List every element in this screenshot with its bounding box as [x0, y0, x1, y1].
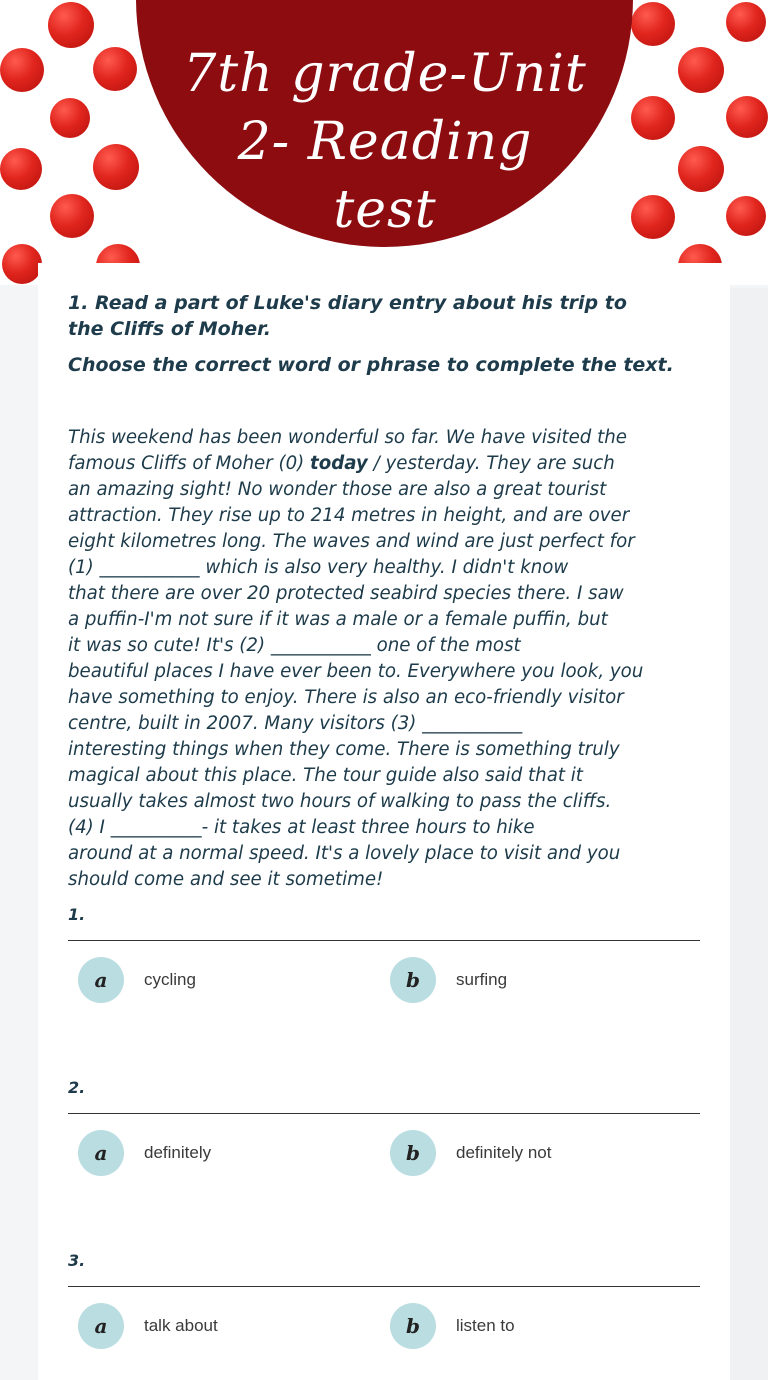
polka-dot [678, 47, 724, 93]
polka-dot [50, 98, 90, 138]
polka-dot [93, 144, 139, 190]
divider [68, 940, 700, 941]
option-label: surfing [456, 970, 508, 989]
polka-dot [48, 2, 94, 48]
passage-line: magical about this place. The tour guide also said that it [68, 765, 583, 786]
passage-text: / yesterday. They are such [367, 453, 615, 474]
passage-example-answer: today [310, 453, 368, 474]
page-title [170, 40, 600, 244]
polka-dot [726, 196, 766, 236]
divider [68, 1113, 700, 1114]
option-letter-badge: a [78, 1303, 124, 1349]
polka-dot [726, 2, 766, 42]
polka-dot [631, 2, 675, 46]
item-number: 3. [68, 1251, 86, 1270]
passage-line: a puffin-I'm not sure if it was a male or a female puffin, but [68, 609, 608, 630]
option-letter-badge: b [390, 1303, 436, 1349]
passage-text: famous Cliffs of Moher (0) [68, 453, 311, 474]
question-heading: 1. Read a part of Luke's diary entry about his trip to the Cliffs of Moher. [68, 292, 627, 340]
header-banner [0, 0, 768, 285]
polka-dot [2, 244, 42, 284]
option-1b[interactable] [390, 957, 507, 1003]
polka-dot [631, 96, 675, 140]
passage-line: (4) I __________- it takes at least three hours to hike [68, 817, 535, 838]
option-2b[interactable] [390, 1130, 551, 1176]
divider [68, 1286, 700, 1287]
title-line: test [333, 180, 437, 240]
option-label: talk about [144, 1316, 218, 1335]
question-instruction: Choose the correct word or phrase to complete the text. [68, 354, 674, 376]
passage-line: around at a normal speed. It's a lovely place to visit and you [68, 843, 621, 864]
polka-dot [50, 194, 94, 238]
passage-line: eight kilometres long. The waves and wind are just perfect for [68, 531, 635, 552]
option-letter-badge: a [78, 957, 124, 1003]
option-1a[interactable] [78, 957, 196, 1003]
passage-line: (1) ___________ which is also very healthy. I didn't know [68, 557, 569, 578]
polka-dot [0, 48, 44, 92]
side-panel [730, 288, 768, 1380]
option-label: definitely not [456, 1143, 552, 1162]
option-2a[interactable] [78, 1130, 211, 1176]
passage-line: beautiful places I have ever been to. Everywhere you look, you [68, 661, 644, 682]
option-3b[interactable] [390, 1303, 515, 1349]
polka-dot [93, 47, 137, 91]
passage-line: an amazing sight! No wonder those are also a great tourist [68, 479, 607, 500]
passage-line: have something to enjoy. There is also an eco-friendly visitor [68, 687, 624, 708]
reading-passage [68, 425, 696, 893]
polka-dot [678, 146, 724, 192]
passage-line: attraction. They rise up to 214 metres in height, and are over [68, 505, 630, 526]
option-label: listen to [456, 1316, 515, 1335]
item-number: 1. [68, 905, 86, 924]
option-letter-badge: b [390, 957, 436, 1003]
option-letter-badge: b [390, 1130, 436, 1176]
option-label: cycling [144, 970, 196, 989]
polka-dot [726, 96, 768, 138]
passage-line: it was so cute! It's (2) ___________ one of the most [68, 635, 521, 656]
option-label: definitely [144, 1143, 212, 1162]
passage-line: interesting things when they come. There is something truly [68, 739, 620, 760]
option-3a[interactable] [78, 1303, 218, 1349]
passage-line: should come and see it sometime! [68, 869, 384, 890]
passage-line: that there are over 20 protected seabird species there. I saw [68, 583, 624, 604]
item-number: 2. [68, 1078, 86, 1097]
passage-line [68, 451, 696, 477]
polka-dot [0, 148, 42, 190]
title-line: 7th grade-Unit [183, 44, 587, 104]
polka-dot [631, 195, 675, 239]
passage-line: usually takes almost two hours of walking to pass the cliffs. [68, 791, 612, 812]
passage-line: This weekend has been wonderful so far. We have visited the [68, 427, 627, 448]
passage-line: centre, built in 2007. Many visitors (3) ___________ [68, 713, 523, 734]
title-line: 2- Reading [237, 112, 533, 172]
option-letter-badge: a [78, 1130, 124, 1176]
